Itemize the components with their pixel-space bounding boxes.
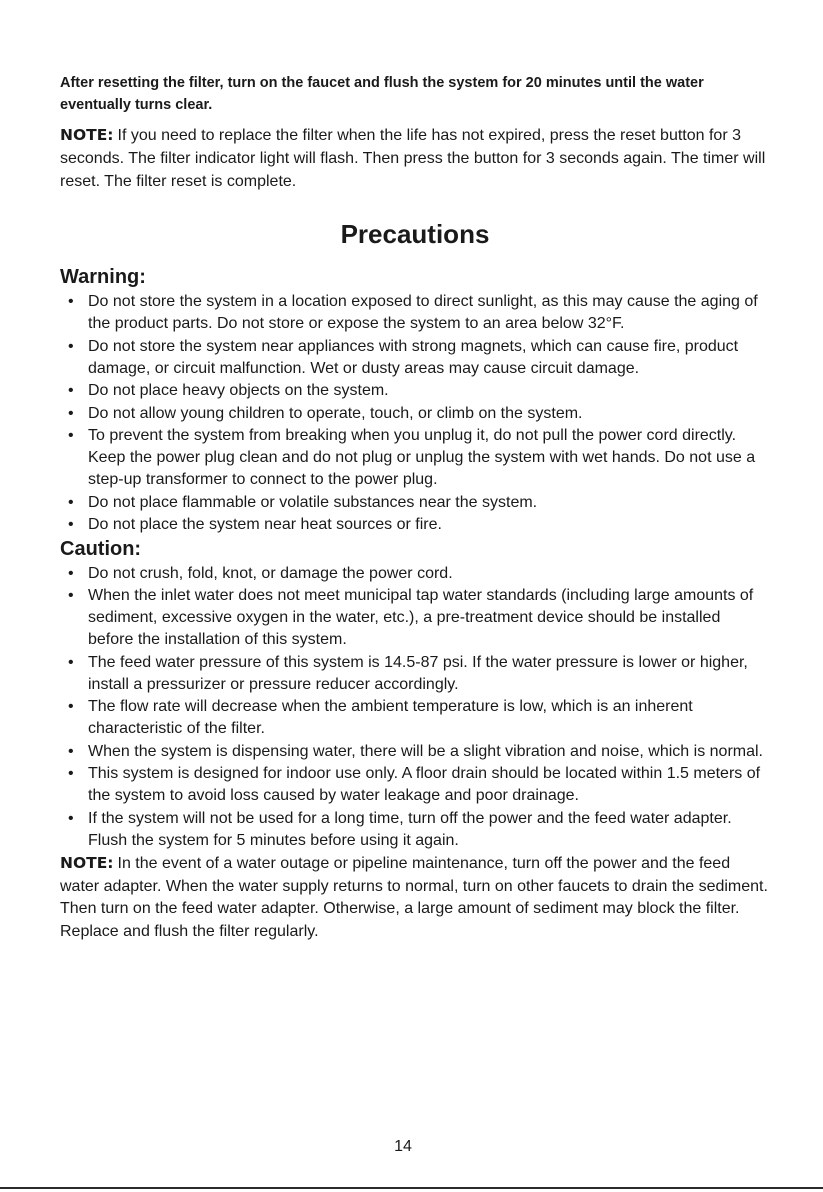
bullet-icon: • xyxy=(68,809,74,827)
list-item: • Do not place heavy objects on the system. xyxy=(60,380,770,402)
bullet-icon: • xyxy=(68,742,74,760)
list-item: • Do not allow young children to operate, touch, or climb on the system. xyxy=(60,403,770,425)
note-label: NOTE: xyxy=(60,854,114,872)
bullet-icon: • xyxy=(68,698,74,715)
list-item: • Do not store the system near appliances with strong magnets, which can cause fire, product damage, or circuit malfunction. Wet or dusty areas may cause circuit damage. xyxy=(68,337,739,377)
bullet-icon: • xyxy=(68,337,74,355)
bullet-icon: • xyxy=(68,427,74,444)
bullet-icon: • xyxy=(68,587,74,604)
bottom-divider xyxy=(0,1187,823,1189)
bullet-icon: • xyxy=(68,404,74,422)
page-title: Precautions xyxy=(340,219,490,249)
intro-paragraph: After resetting the filter, turn on the faucet and flush the system for 20 minutes until the water eventually turns clear. xyxy=(60,75,704,113)
list-item: • When the system is dispensing water, there will be a slight vibration and noise, which is normal. xyxy=(60,741,770,763)
bullet-icon: • xyxy=(68,293,74,310)
list-item: • The feed water pressure of this system is 14.5-87 psi. If the water pressure is lower or higher, install a pressurizer or pressure reducer accordingly. xyxy=(68,653,748,693)
list-item: • If the system will not be used for a long time, turn off the power and the feed water adapter. Flush the system for 5 minutes before using it again. xyxy=(68,809,732,849)
list-item: • Do not crush, fold, knot, or damage the power cord. xyxy=(60,563,770,585)
bullet-icon: • xyxy=(68,564,74,582)
caution-list xyxy=(60,563,770,852)
manual-page xyxy=(60,72,770,943)
list-item: • To prevent the system from breaking when you unplug it, do not pull the power cord directly. Keep the power plug clean and do not plug or unplug the system with wet hands. Do not use a step-up transformer to connect to the power plug. xyxy=(68,427,756,488)
bullet-icon: • xyxy=(68,516,74,533)
warning-heading: Warning: xyxy=(60,266,146,288)
note-label: NOTE: xyxy=(60,126,114,144)
list-item: • This system is designed for indoor use only. A floor drain should be located within 1.5 meters of the system to avoid loss caused by water leakage and poor drainage. xyxy=(68,765,761,804)
warning-list xyxy=(60,291,770,536)
list-item: • The flow rate will decrease when the ambient temperature is low, which is an inherent characteristic of the filter. xyxy=(68,698,693,737)
note-reset xyxy=(60,124,770,193)
bullet-icon: • xyxy=(68,493,74,511)
bullet-icon: • xyxy=(68,382,74,399)
list-item: • Do not place the system near heat sources or fire. xyxy=(60,514,770,536)
note-text: If you need to replace the filter when the life has not expired, press the reset button for 3 seconds. The filter indicator light will flash. Then press the button for 3 seconds again. The timer will reset. The filter reset is complete. xyxy=(60,127,766,190)
list-item: • When the inlet water does not meet municipal tap water standards (including large amounts of sediment, excessive oxygen in the water, etc.), a pre-treatment device should be installed before the installation of this system. xyxy=(68,587,754,648)
bullet-icon: • xyxy=(68,765,74,782)
note-water-outage xyxy=(60,852,770,943)
note-text: In the event of a water outage or pipeline maintenance, turn off the power and the feed water adapter. When the water supply returns to normal, turn on other faucets to drain the sediment. Then turn on the feed water adapter. Otherwise, a large amount of sediment may block the filter. Replace and flush the filter regularly. xyxy=(60,855,768,940)
page-number: 14 xyxy=(394,1138,412,1155)
list-item: • Do not store the system in a location exposed to direct sunlight, as this may cause the aging of the product parts. Do not store or expose the system to an area below 32°F. xyxy=(68,293,758,332)
caution-heading: Caution: xyxy=(60,537,142,560)
list-item: • Do not place flammable or volatile substances near the system. xyxy=(60,492,770,514)
bullet-icon: • xyxy=(68,653,74,671)
